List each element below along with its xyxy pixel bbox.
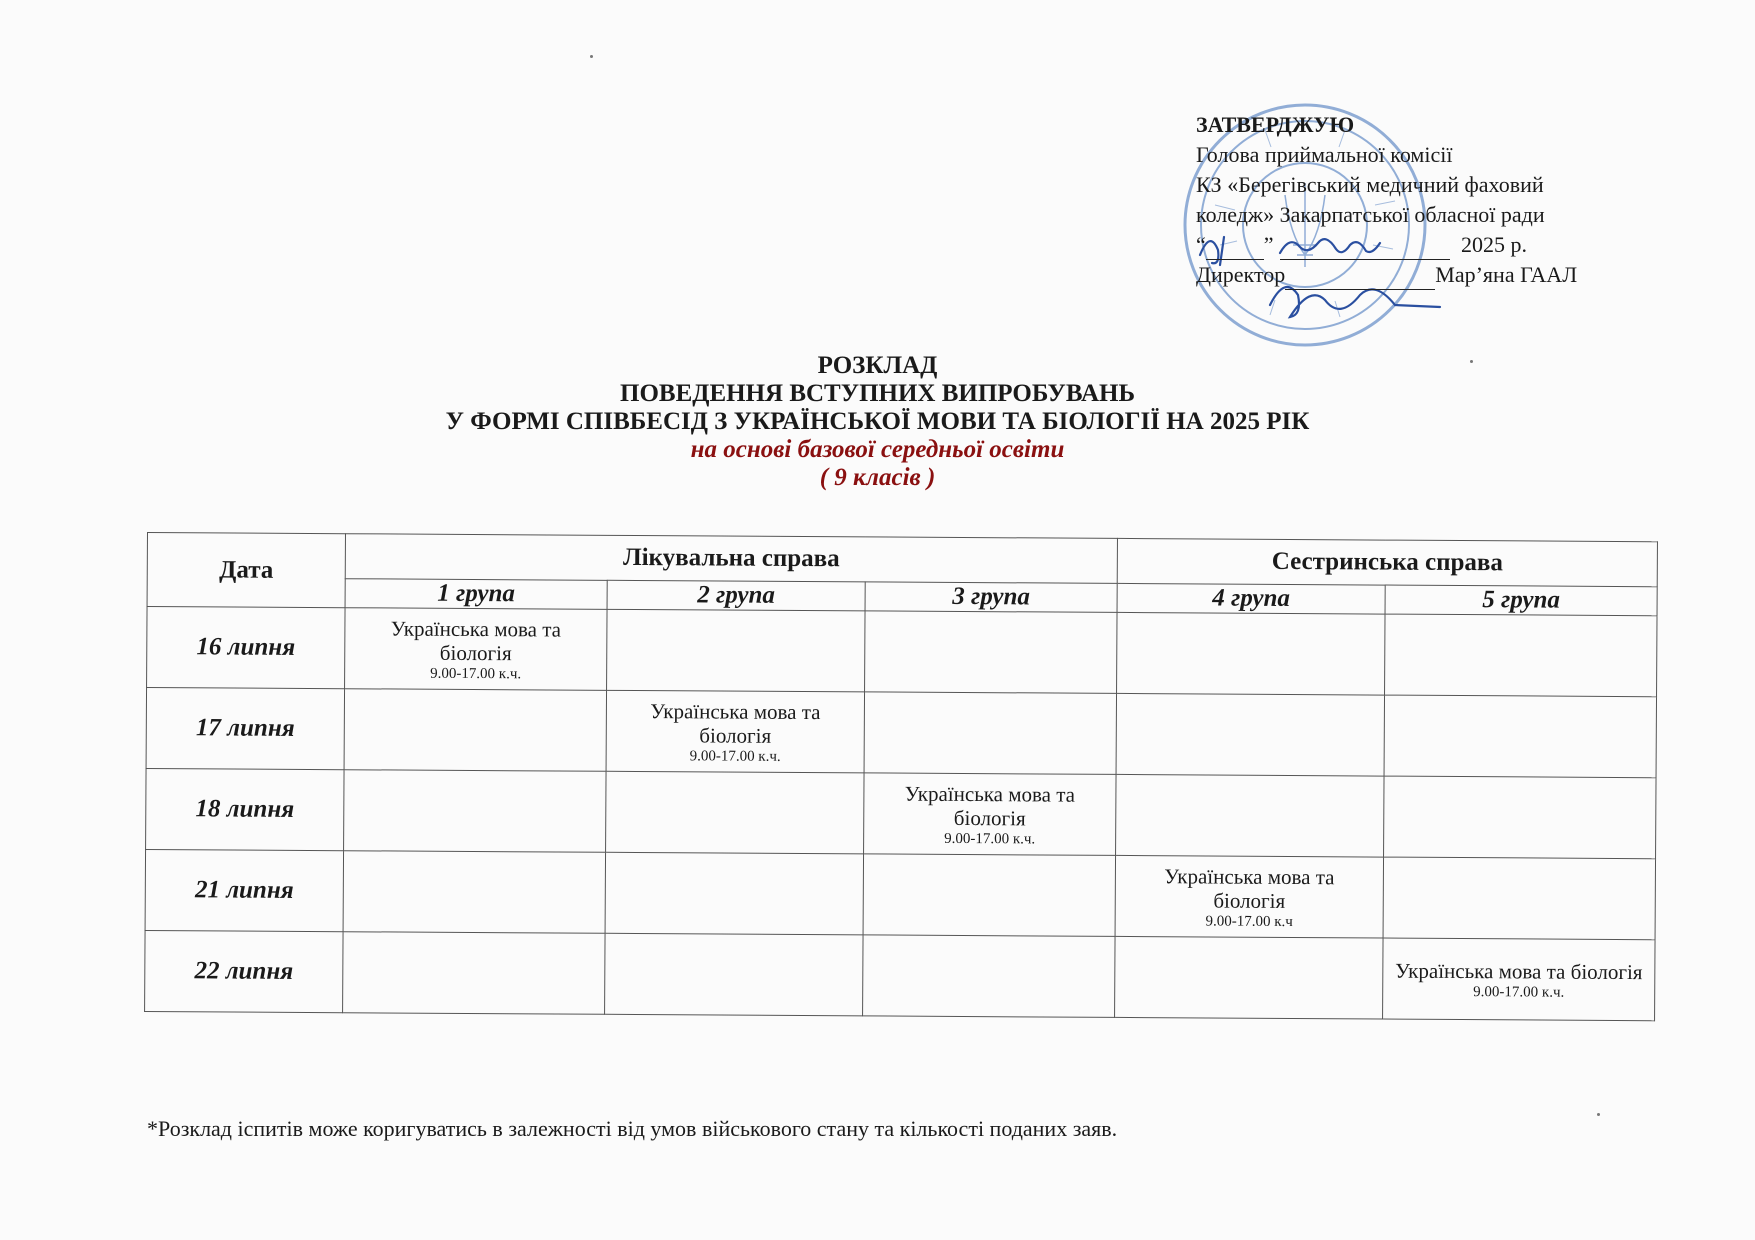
schedule-cell	[864, 692, 1117, 775]
schedule-cell	[1383, 938, 1655, 1021]
month-blank	[1280, 237, 1450, 260]
approval-block	[1196, 110, 1626, 290]
schedule-cell	[343, 851, 605, 934]
footnote: *Розклад іспитів може коригуватись в залежності від умов військового стану та кількості поданих заяв.	[147, 1116, 1118, 1141]
schedule-cell	[1385, 614, 1657, 697]
schedule-table	[144, 532, 1658, 1021]
schedule-cell	[864, 773, 1117, 856]
approval-date-row	[1196, 230, 1626, 260]
schedule-cell	[606, 690, 864, 773]
date-cell: 18 липня	[146, 768, 344, 850]
title-subtitle: на основі базової середньої освіти	[690, 436, 1065, 463]
table-row	[147, 607, 1657, 697]
day-blank	[1206, 237, 1264, 260]
time-text: 9.00-17.00 к.ч.	[430, 665, 522, 683]
subject-text: Українська мова та біологія	[650, 699, 821, 748]
schedule-cell	[865, 611, 1118, 694]
document-title	[0, 352, 1755, 492]
title-line: РОЗКЛАД	[817, 352, 938, 379]
date-cell: 21 липня	[145, 849, 343, 931]
signature-blank	[1285, 267, 1435, 290]
schedule-cell	[1383, 857, 1655, 940]
schedule-cell	[344, 770, 606, 853]
schedule-cell	[863, 935, 1116, 1018]
title-line: ПОВЕДЕННЯ ВСТУПНИХ ВИПРОБУВАНЬ	[620, 380, 1135, 407]
approval-line: КЗ «Берегівський медичний фаховий	[1196, 172, 1544, 197]
date-header: Дата	[147, 533, 345, 608]
schedule-cell	[863, 854, 1116, 937]
date-cell: 22 липня	[145, 930, 343, 1012]
table-row	[145, 849, 1655, 939]
schedule-cell	[1384, 776, 1656, 859]
schedule-cell	[1115, 855, 1383, 938]
approval-signer-row	[1196, 260, 1626, 290]
subject-text: Українська мова та біологія	[1164, 864, 1335, 913]
approval-heading: ЗАТВЕРДЖУЮ	[1196, 112, 1355, 137]
time-text: 9.00-17.00 к.ч.	[944, 830, 1036, 848]
schedule-cell	[607, 609, 865, 692]
time-text: 9.00-17.00 к.ч.	[1473, 984, 1565, 1001]
date-cell: 16 липня	[147, 607, 345, 689]
schedule-cell	[605, 852, 863, 935]
schedule-cell	[1384, 695, 1656, 778]
specialty-header: Лікувальна справа	[345, 534, 1117, 584]
approval-line: Голова приймальної комісії	[1196, 142, 1453, 167]
group-header: 4 група	[1117, 583, 1385, 614]
schedule-cell	[606, 771, 864, 854]
schedule-cell	[1115, 936, 1383, 1019]
group-header: 5 група	[1385, 585, 1657, 616]
table-row	[146, 688, 1656, 778]
scan-speck	[590, 55, 593, 58]
date-cell: 17 липня	[146, 688, 344, 770]
schedule-cell	[1117, 612, 1385, 695]
schedule-cell	[345, 608, 607, 691]
group-header: 1 група	[345, 579, 607, 610]
specialty-header: Сестринська справа	[1117, 538, 1657, 586]
group-header: 2 група	[607, 580, 865, 611]
subject-text: Українська мова та біологія	[1395, 958, 1643, 985]
signer-title: Директор	[1196, 262, 1286, 287]
title-classes: ( 9 класів )	[819, 464, 936, 491]
schedule-cell	[344, 689, 606, 772]
schedule-cell	[1116, 774, 1384, 857]
schedule-cell	[1116, 693, 1384, 776]
approval-line: коледж» Закарпатської обласної ради	[1196, 202, 1545, 227]
subject-text: Українська мова та біологія	[390, 616, 562, 666]
time-text: 9.00-17.00 к.ч	[1205, 913, 1293, 931]
schedule-body	[145, 607, 1657, 1021]
subject-text: Українська мова та біологія	[904, 781, 1076, 831]
time-text: 9.00-17.00 к.ч.	[689, 748, 781, 765]
signer-name: Мар’яна ГААЛ	[1435, 262, 1578, 287]
group-header: 3 група	[865, 582, 1117, 613]
title-line: У ФОРМІ СПІВБЕСІД З УКРАЇНСЬКОЇ МОВИ ТА БІОЛОГІЇ НА 2025 РІК	[445, 408, 1310, 435]
approval-year: 2025 р.	[1461, 232, 1528, 257]
close-quote: ”	[1263, 232, 1274, 257]
table-row	[146, 768, 1656, 858]
open-quote: “	[1196, 232, 1206, 257]
schedule-cell	[605, 933, 863, 1016]
table-row	[145, 930, 1655, 1020]
schedule-cell	[343, 932, 605, 1015]
